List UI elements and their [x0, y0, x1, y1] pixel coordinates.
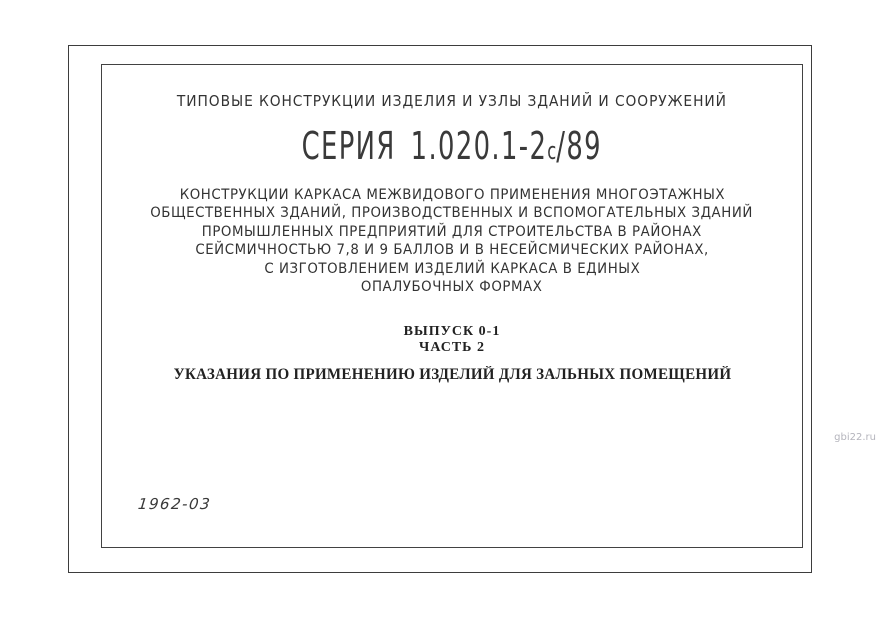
- title-page-content: [102, 0, 802, 625]
- description-line-text: КОНСТРУКЦИИ КАРКАСА МЕЖВИДОВОГО ПРИМЕНЕНИЯ МНОГОЭТАЖНЫХ: [179, 187, 725, 203]
- subtitle-text: УКАЗАНИЯ ПО ПРИМЕНЕНИЮ ИЗДЕЛИЙ ДЛЯ ЗАЛЬНЫХ ПОМЕЩЕНИЙ: [173, 366, 731, 383]
- handwritten-date: 1962-03: [137, 495, 213, 513]
- series-number-small: с: [547, 137, 557, 165]
- description-line: [102, 223, 802, 241]
- series-number-main: 1.020.1-2: [410, 124, 548, 168]
- description-line: [102, 204, 802, 222]
- series-title-text: [302, 124, 602, 168]
- description-line: [102, 260, 802, 278]
- description-block: [102, 186, 802, 296]
- series-title: [102, 124, 802, 168]
- description-line-text: ПРОМЫШЛЕННЫХ ПРЕДПРИЯТИЙ ДЛЯ СТРОИТЕЛЬСТВА В РАЙОНАХ: [201, 223, 703, 240]
- description-line-text: ОПАЛУБОЧНЫХ ФОРМАХ: [361, 278, 543, 295]
- description-line: [102, 241, 802, 259]
- document-header: [102, 92, 802, 110]
- issue-label: ВЫПУСК 0-1: [403, 324, 501, 339]
- part-label: ЧАСТЬ 2: [419, 340, 485, 355]
- document-header-text: ТИПОВЫЕ КОНСТРУКЦИИ ИЗДЕЛИЯ И УЗЛЫ ЗДАНИЙ И СООРУЖЕНИЙ: [177, 92, 727, 110]
- description-line-text: ОБЩЕСТВЕННЫХ ЗДАНИЙ, ПРОИЗВОДСТВЕННЫХ И ВСПОМОГАТЕЛЬНЫХ ЗДАНИЙ: [150, 205, 754, 222]
- description-line-text: СЕЙСМИЧНОСТЬЮ 7,8 И 9 БАЛЛОВ И В НЕСЕЙСМИЧЕСКИХ РАЙОНАХ,: [195, 242, 709, 259]
- watermark: gbi22.ru: [834, 432, 876, 443]
- subtitle: [102, 366, 802, 384]
- series-label: СЕРИЯ: [301, 124, 396, 168]
- description-line: [102, 186, 802, 204]
- series-number-suffix: /89: [556, 124, 603, 168]
- description-line: [102, 278, 802, 296]
- description-line-text: С ИЗГОТОВЛЕНИЕМ ИЗДЕЛИЙ КАРКАСА В ЕДИНЫХ: [264, 260, 640, 277]
